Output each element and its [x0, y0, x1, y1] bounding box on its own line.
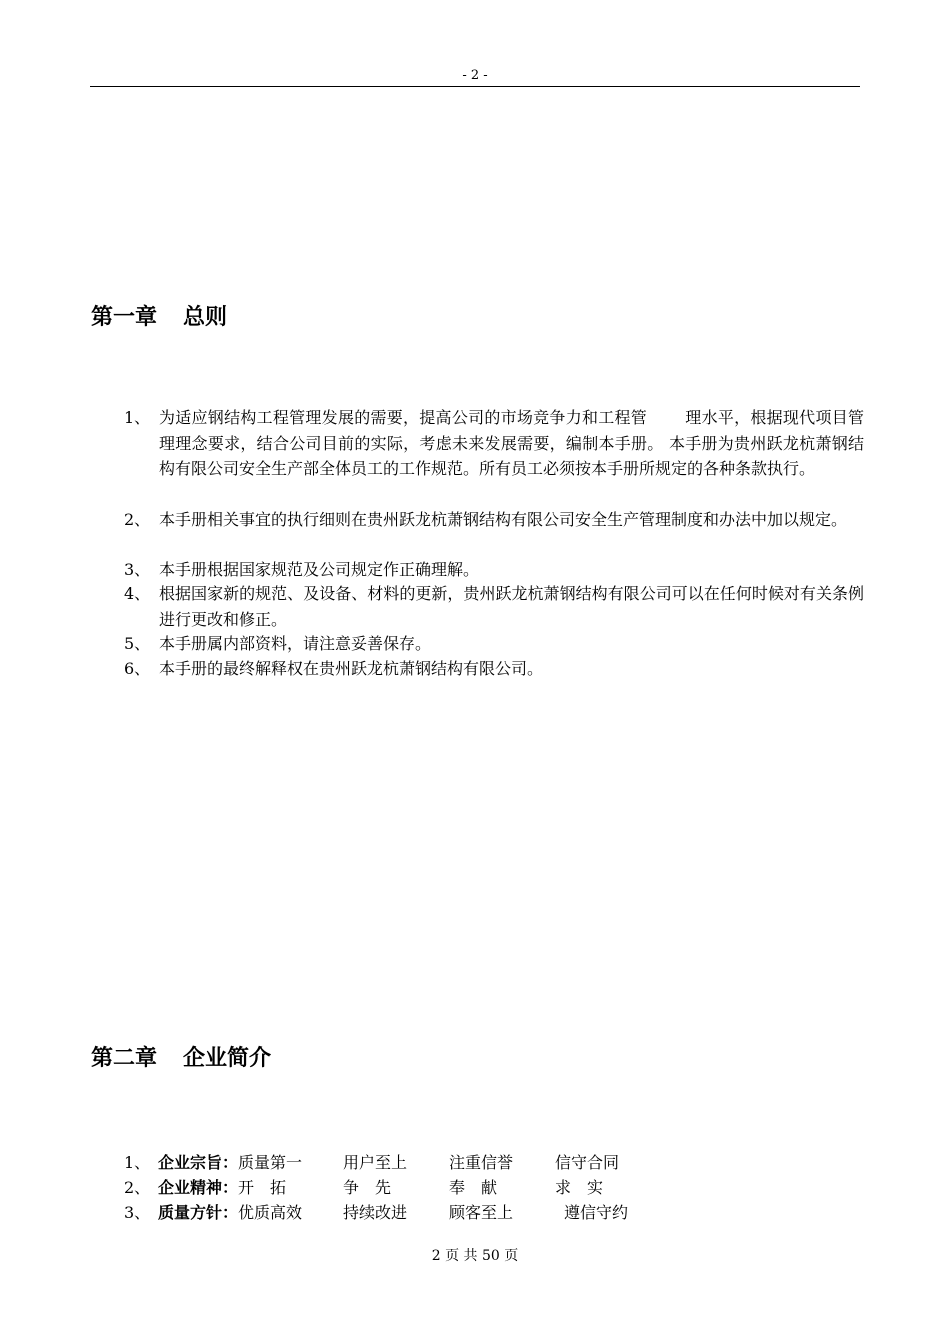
- chapter2-title: 企业简介: [183, 1046, 272, 1071]
- list-item-text: 本手册属内部资料，请注意妥善保存。: [159, 634, 432, 653]
- chapter1-title: 总则: [183, 305, 228, 330]
- list-item-text: 为适应钢结构工程管理发展的需要，提高公司的市场竞争力和工程管: [159, 408, 648, 427]
- chapter1-number: 第一章: [91, 305, 158, 330]
- list-item-number: 5、: [124, 634, 151, 653]
- chapter2-heading: [91, 1041, 271, 1072]
- list-item: [124, 405, 864, 482]
- mission-number: 1、: [124, 1153, 151, 1172]
- mission-value: 求 实: [555, 1178, 604, 1197]
- mission-value: 用户至上: [343, 1153, 408, 1172]
- list-item-number: 2、: [124, 510, 151, 529]
- mission-value: 优质高效: [238, 1203, 303, 1222]
- mission-row: [124, 1175, 603, 1200]
- mission-value: 质量第一: [238, 1153, 303, 1172]
- list-item: [124, 581, 864, 632]
- chapter2-number: 第二章: [91, 1046, 158, 1071]
- mission-value: 注重信誉: [449, 1153, 514, 1172]
- list-item-number: 1、: [124, 408, 151, 427]
- list-item-text: 本手册根据国家规范及公司规定作正确理解。: [159, 560, 480, 579]
- mission-value: 争 先: [343, 1178, 392, 1197]
- mission-value: 遵信守约: [564, 1203, 629, 1222]
- mission-row: [124, 1150, 619, 1175]
- mission-number: 2、: [124, 1178, 151, 1197]
- mission-number: 3、: [124, 1203, 151, 1222]
- mission-value: 顾客至上: [449, 1203, 514, 1222]
- page-footer: 2 页 共 50 页: [431, 1248, 519, 1264]
- list-item-text-continued: 理水平，根据现代项目管理理念要求，结合公司目前的实际，考虑未来发展需要，编制本手册。 本手册为贵州跃龙杭萧钢结构有限公司安全生产部全体员工的工作规范。所有员工必须按本手册所规定的各种条款执行。: [159, 408, 864, 478]
- list-item-text: 本手册的最终解释权在贵州跃龙杭萧钢结构有限公司。: [159, 659, 544, 678]
- list-item: [124, 656, 864, 682]
- list-item: [124, 631, 864, 657]
- list-item-number: 6、: [124, 659, 151, 678]
- header-rule: [90, 86, 860, 87]
- list-item-text: 根据国家新的规范、及设备、材料的更新，贵州跃龙杭萧钢结构有限公司可以在任何时候对有关条例进行更改和修正。: [159, 584, 864, 629]
- list-item-text: 本手册相关事宜的执行细则在贵州跃龙杭萧钢结构有限公司安全生产管理制度和办法中加以规定。: [159, 510, 848, 529]
- mission-row: [124, 1200, 628, 1225]
- list-item: [124, 507, 864, 533]
- page-number: - 2 -: [462, 68, 488, 83]
- list-item-number: 4、: [124, 584, 151, 603]
- list-item-number: 3、: [124, 560, 151, 579]
- mission-label: 企业精神：: [158, 1178, 239, 1197]
- mission-label: 企业宗旨：: [158, 1153, 239, 1172]
- mission-value: 奉 献: [449, 1178, 498, 1197]
- mission-value: 信守合同: [555, 1153, 620, 1172]
- list-item: [124, 557, 864, 583]
- chapter1-heading: [91, 300, 227, 331]
- mission-label: 质量方针：: [158, 1203, 239, 1222]
- mission-value: 开 拓: [238, 1178, 287, 1197]
- mission-value: 持续改进: [343, 1203, 408, 1222]
